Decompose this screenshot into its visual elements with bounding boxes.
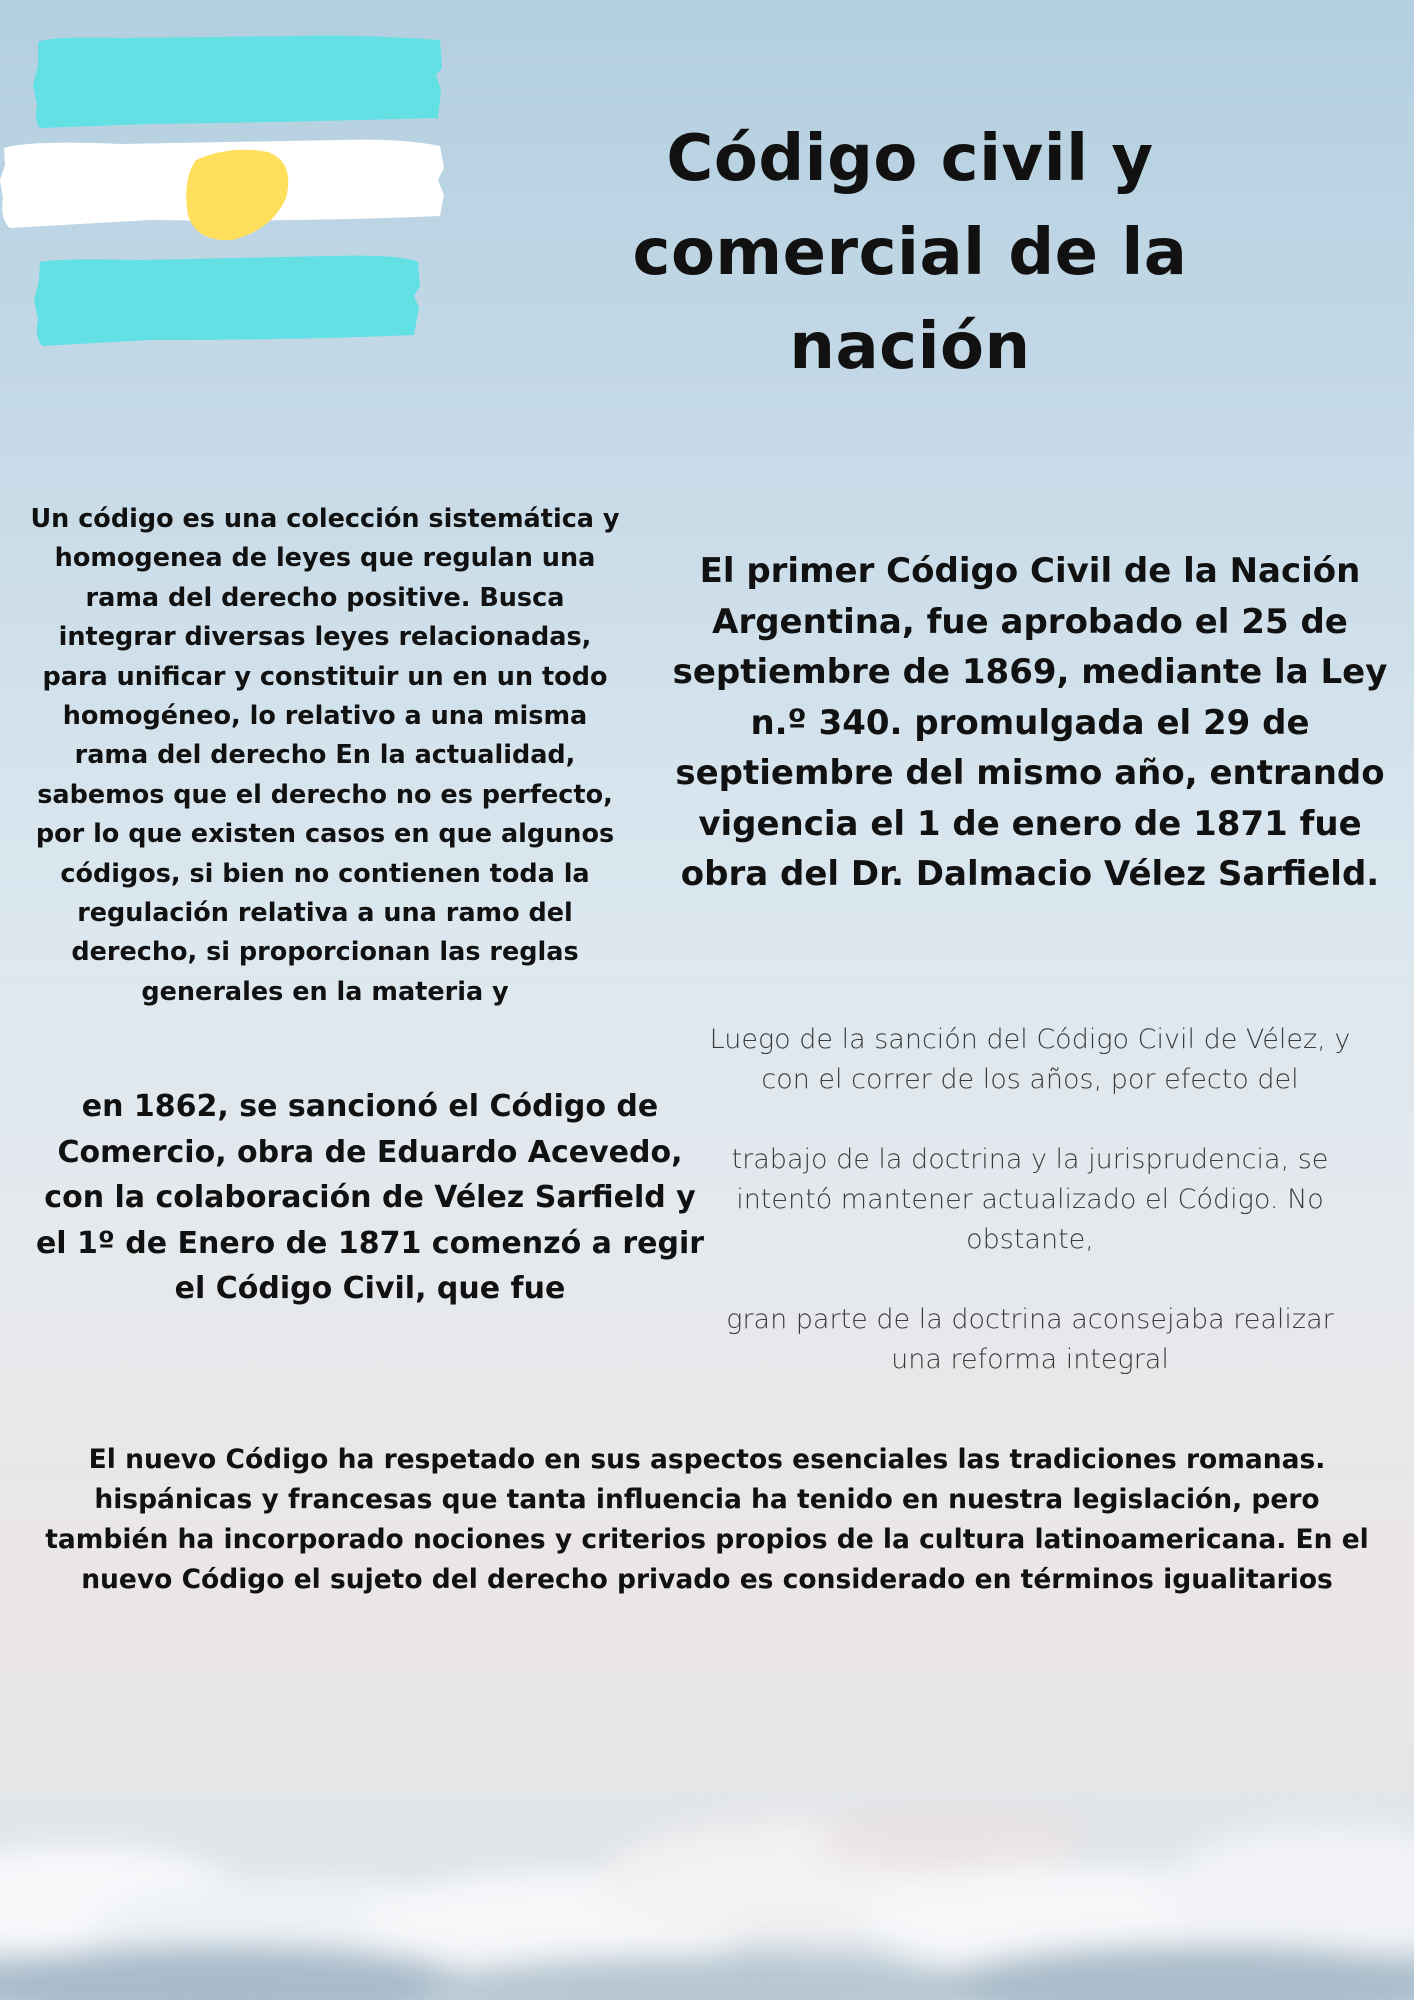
commerce-code-paragraph: en 1862, se sancionó el Código de Comercio, obra de Eduardo Acevedo, con la colaboración de Vélez Sarfield y el 1º de Enero de 1871 comenzó a regir el Código Civil, que fue <box>35 1089 705 1307</box>
first-code-paragraph: El primer Código Civil de la Nación Argentina, fue aprobado el 25 de septiembre de 1869, mediante la Ley n.º 340. promulgada el 29 de septiembre del mismo año, entrando vigencia el 1 de enero de 1871 fue obra del Dr. Dalmacio Vélez Sarfield. <box>672 551 1388 894</box>
definition-paragraph: Un código es una colección sistemática y homogenea de leyes que regulan una rama del derecho positive. Busca integrar diversas leyes relacionadas, para unificar y constituir un en un todo homogéneo, lo relativo a una misma rama del derecho En la actualidad, sabemos que el derecho no es perfecto, por lo que existen casos en que algunos códigos, si bien no contienen toda la regulación relativa a una ramo del derecho, si proporcionan las reglas generales en la materia y <box>30 504 620 1007</box>
argentina-flag-brushstroke <box>0 30 450 360</box>
reform-line-3: gran parte de la doctrina aconsejaba realizar una reforma integral <box>726 1304 1334 1375</box>
reform-paragraph <box>700 1020 1360 1380</box>
reform-line-1: Luego de la sanción del Código Civil de Vélez, y con el correr de los años, por efecto del <box>709 1024 1351 1095</box>
page-title: Código civil y comercial de la nación <box>632 122 1188 384</box>
reform-line-2: trabajo de la doctrina y la jurisprudencia, se intentó mantener actualizado el Código. No obstante, <box>731 1144 1329 1255</box>
new-code-paragraph: El nuevo Código ha respetado en sus aspectos esenciales las tradiciones romanas. hispánicas y francesas que tanta influencia ha tenido en nuestra legislación, pero también ha incorporado nociones y criterios propios de la cultura latinoamericana. En el nuevo Código el sujeto del derecho privado es considerado en términos igualitarios <box>45 1444 1369 1595</box>
